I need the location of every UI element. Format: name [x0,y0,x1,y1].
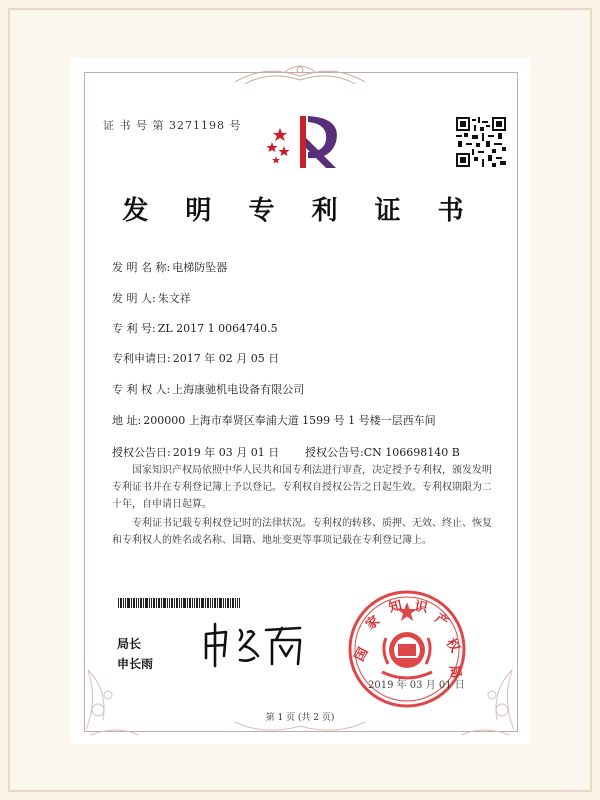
patentee-label: 专 利 权 人: [112,383,171,396]
inventor-value: 朱文祥 [157,292,191,305]
top-ornament-icon [230,62,370,88]
director-title: 局长 [117,637,142,651]
patent-number-label: 专 利 号: [112,322,156,335]
svg-text:识: 识 [413,599,429,617]
invention-name-value: 电梯防坠器 [172,261,228,274]
address-value: 200000 上海市奉贤区奉浦大道 1599 号 1 号楼一层西车间 [143,414,436,427]
invention-name-label: 发 明 名 称: [112,261,171,274]
grant-date-value: 2019 年 03 月 01 日 [172,446,280,459]
inventor-label: 发 明 人: [112,292,156,305]
director-signature-icon [200,620,320,670]
patentee-row [112,381,304,397]
svg-text:产: 产 [431,610,451,631]
svg-text:局: 局 [446,664,464,680]
filing-date-value: 2017 年 02 月 05 日 [172,352,280,365]
grant-number-label: 授权公告号: [305,446,364,459]
director-name: 申长雨 [117,657,154,671]
invention-name-row [112,259,227,275]
svg-text:知: 知 [387,598,404,616]
qr-code-icon [456,117,506,167]
official-seal-icon [346,588,468,710]
svg-text:权: 权 [442,636,463,656]
address-row [112,412,436,428]
grant-number-value: CN 106698140 B [363,446,460,459]
svg-text:家: 家 [363,613,383,634]
certificate-number: 证 书 号 第 3271198 号 [103,119,242,132]
grant-date-row [112,444,279,460]
barcode-icon [118,598,240,608]
address-label: 地 址: [112,414,142,427]
patent-office-logo-icon [262,108,350,178]
inventor-row [112,290,191,306]
legal-status-paragraph: 专利证书记载专利权登记时的法律状况。专利权的转移、质押、无效、终止、恢复和专利权人的姓名或名称、国籍、地址变更等事项记载在专利登记簿上。 [112,518,492,546]
patent-number-value: ZL 2017 1 0064740.5 [157,322,278,335]
page-number: 第 1 页 (共 2 页) [265,713,335,723]
patent-number-row [112,320,278,336]
grant-number-row [305,444,460,460]
certificate-title: 发 明 专 利 证 书 [122,196,478,226]
seal-date: 2019 年 03 月 01 日 [368,680,465,691]
filing-date-label: 专利申请日: [112,352,171,365]
svg-text:国: 国 [352,645,372,664]
grant-statement-paragraph: 国家知识产权局依照中华人民共和国专利法进行审查，决定授予专利权，颁发发明专利证书并在专利登记簿上予以登记。专利权自授权公告之日起生效。专利权期限为二十年，自申请日起算。 [112,465,492,510]
patentee-value: 上海康驰机电设备有限公司 [172,383,305,396]
filing-date-row [112,350,279,366]
grant-date-label: 授权公告日: [112,446,171,459]
